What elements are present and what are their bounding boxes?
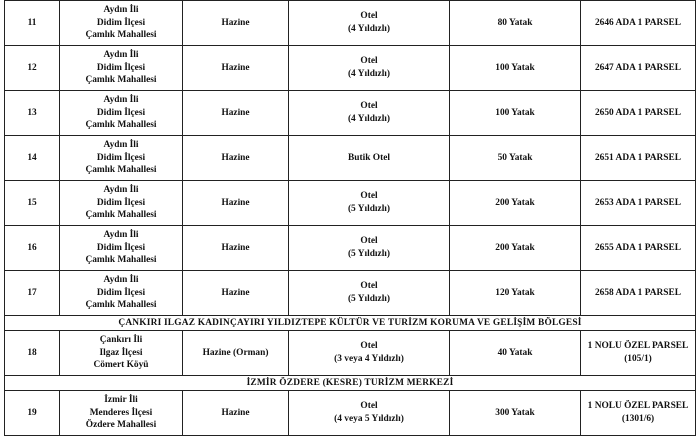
facility-type-line: Otel	[360, 101, 378, 112]
location-line: Didim İlçesi	[96, 107, 146, 118]
location-line: Ilgaz İlçesi	[99, 347, 143, 358]
row-number-cell: 17	[5, 271, 60, 316]
table-row	[5, 271, 696, 316]
location-cell	[60, 226, 183, 271]
parcel-table-body	[5, 1, 696, 436]
location-line: Didim İlçesi	[96, 62, 146, 73]
capacity-cell: 120 Yatak	[450, 271, 581, 316]
location-cell	[60, 91, 183, 136]
parcel-line: 2646 ADA 1 PARSEL	[594, 17, 682, 28]
table-row	[5, 91, 696, 136]
parcel-cell	[581, 136, 696, 181]
section-header-row	[5, 376, 696, 391]
section-header-row	[5, 316, 696, 331]
location-cell	[60, 46, 183, 91]
parcel-cell	[581, 391, 696, 436]
location-line: Çamlık Mahallesi	[85, 165, 157, 176]
parcel-line: 2653 ADA 1 PARSEL	[594, 197, 682, 208]
location-cell	[60, 331, 183, 376]
capacity-cell: 200 Yatak	[450, 226, 581, 271]
parcel-cell	[581, 271, 696, 316]
facility-type-line: (5 Yıldızlı)	[347, 249, 391, 259]
facility-type-line: Otel	[360, 56, 378, 67]
location-line: Çamlık Mahallesi	[85, 30, 157, 41]
table-row	[5, 181, 696, 226]
location-line: Aydın İli	[103, 140, 139, 151]
facility-type-cell	[289, 181, 450, 226]
location-line: Çamlık Mahallesi	[85, 255, 157, 266]
facility-type-line: (3 veya 4 Yıldızlı)	[334, 354, 404, 364]
parcel-line: 1 NOLU ÖZEL PARSEL	[587, 401, 689, 412]
facility-type-cell	[289, 136, 450, 181]
parcel-line: (1301/6)	[621, 414, 655, 424]
location-line: İzmir İli	[104, 395, 138, 406]
location-line: Aydın İli	[103, 230, 139, 241]
facility-type-line: Otel	[360, 191, 378, 202]
row-number-cell: 11	[5, 1, 60, 46]
capacity-cell: 100 Yatak	[450, 91, 581, 136]
capacity-cell: 50 Yatak	[450, 136, 581, 181]
location-line: Didim İlçesi	[96, 197, 146, 208]
facility-type-cell	[289, 46, 450, 91]
table-row	[5, 226, 696, 271]
capacity-cell: 80 Yatak	[450, 1, 581, 46]
capacity-cell: 40 Yatak	[450, 331, 581, 376]
location-cell	[60, 181, 183, 226]
owner-cell: Hazine	[183, 226, 289, 271]
facility-type-cell	[289, 226, 450, 271]
owner-cell: Hazine	[183, 181, 289, 226]
row-number-cell: 16	[5, 226, 60, 271]
facility-type-line: Otel	[360, 11, 378, 22]
location-line: Çankırı İli	[99, 335, 143, 346]
section-header-izmir: İZMİR ÖZDERE (KESRE) TURİZM MERKEZİ	[5, 376, 696, 391]
facility-type-line: Otel	[360, 401, 378, 412]
facility-type-line: (5 Yıldızlı)	[347, 294, 391, 304]
facility-type-line: Butik Otel	[348, 152, 390, 163]
location-cell	[60, 1, 183, 46]
section-header-cankiri: ÇANKIRI ILGAZ KADINÇAYIRI YILDIZTEPE KÜLTÜR VE TURİZM KORUMA VE GELİŞİM BÖLGESİ	[5, 316, 696, 331]
facility-type-line: (5 Yıldızlı)	[347, 204, 391, 214]
parcel-cell	[581, 331, 696, 376]
location-line: Menderes İlçesi	[89, 407, 153, 418]
owner-cell: Hazine	[183, 136, 289, 181]
row-number-cell: 15	[5, 181, 60, 226]
parcel-line: 2655 ADA 1 PARSEL	[594, 242, 682, 253]
capacity-cell: 200 Yatak	[450, 181, 581, 226]
facility-type-cell	[289, 1, 450, 46]
facility-type-cell	[289, 271, 450, 316]
owner-cell: Hazine	[183, 391, 289, 436]
row-number-cell: 19	[5, 391, 60, 436]
location-line: Aydın İli	[103, 275, 139, 286]
table-row	[5, 136, 696, 181]
facility-type-line: Otel	[360, 341, 378, 352]
owner-cell: Hazine	[183, 91, 289, 136]
parcel-table	[4, 0, 696, 436]
location-cell	[60, 271, 183, 316]
parcel-line: 2650 ADA 1 PARSEL	[594, 107, 682, 118]
table-row	[5, 46, 696, 91]
location-line: Aydın İli	[103, 5, 139, 16]
facility-type-line: Otel	[360, 281, 378, 292]
location-line: Didim İlçesi	[96, 287, 146, 298]
location-line: Didim İlçesi	[96, 17, 146, 28]
parcel-line: 2647 ADA 1 PARSEL	[594, 62, 682, 73]
location-line: Aydın İli	[103, 95, 139, 106]
location-line: Cömert Köyü	[93, 360, 149, 371]
owner-cell: Hazine (Orman)	[183, 331, 289, 376]
facility-type-line: (4 Yıldızlı)	[347, 114, 391, 124]
parcel-cell	[581, 46, 696, 91]
facility-type-line: Otel	[360, 236, 378, 247]
location-cell	[60, 391, 183, 436]
location-line: Aydın İli	[103, 185, 139, 196]
location-line: Çamlık Mahallesi	[85, 75, 157, 86]
table-row	[5, 1, 696, 46]
table-row	[5, 331, 696, 376]
parcel-line: 2658 ADA 1 PARSEL	[594, 287, 682, 298]
location-cell	[60, 136, 183, 181]
parcel-cell	[581, 181, 696, 226]
table-row	[5, 391, 696, 436]
row-number-cell: 14	[5, 136, 60, 181]
location-line: Didim İlçesi	[96, 242, 146, 253]
location-line: Didim İlçesi	[96, 152, 146, 163]
location-line: Çamlık Mahallesi	[85, 300, 157, 311]
parcel-line: 2651 ADA 1 PARSEL	[594, 152, 682, 163]
parcel-cell	[581, 226, 696, 271]
facility-type-line: (4 Yıldızlı)	[347, 24, 391, 34]
parcel-line: (105/1)	[624, 354, 652, 364]
owner-cell: Hazine	[183, 271, 289, 316]
capacity-cell: 300 Yatak	[450, 391, 581, 436]
location-line: Çamlık Mahallesi	[85, 120, 157, 131]
capacity-cell: 100 Yatak	[450, 46, 581, 91]
row-number-cell: 12	[5, 46, 60, 91]
location-line: Aydın İli	[103, 50, 139, 61]
facility-type-cell	[289, 91, 450, 136]
parcel-cell	[581, 91, 696, 136]
location-line: Özdere Mahallesi	[85, 420, 157, 431]
row-number-cell: 18	[5, 331, 60, 376]
owner-cell: Hazine	[183, 1, 289, 46]
facility-type-line: (4 veya 5 Yıldızlı)	[334, 414, 404, 424]
location-line: Çamlık Mahallesi	[85, 210, 157, 221]
owner-cell: Hazine	[183, 46, 289, 91]
parcel-line: 1 NOLU ÖZEL PARSEL	[587, 341, 689, 352]
facility-type-cell	[289, 331, 450, 376]
facility-type-cell	[289, 391, 450, 436]
facility-type-line: (4 Yıldızlı)	[347, 69, 391, 79]
row-number-cell: 13	[5, 91, 60, 136]
parcel-cell	[581, 1, 696, 46]
